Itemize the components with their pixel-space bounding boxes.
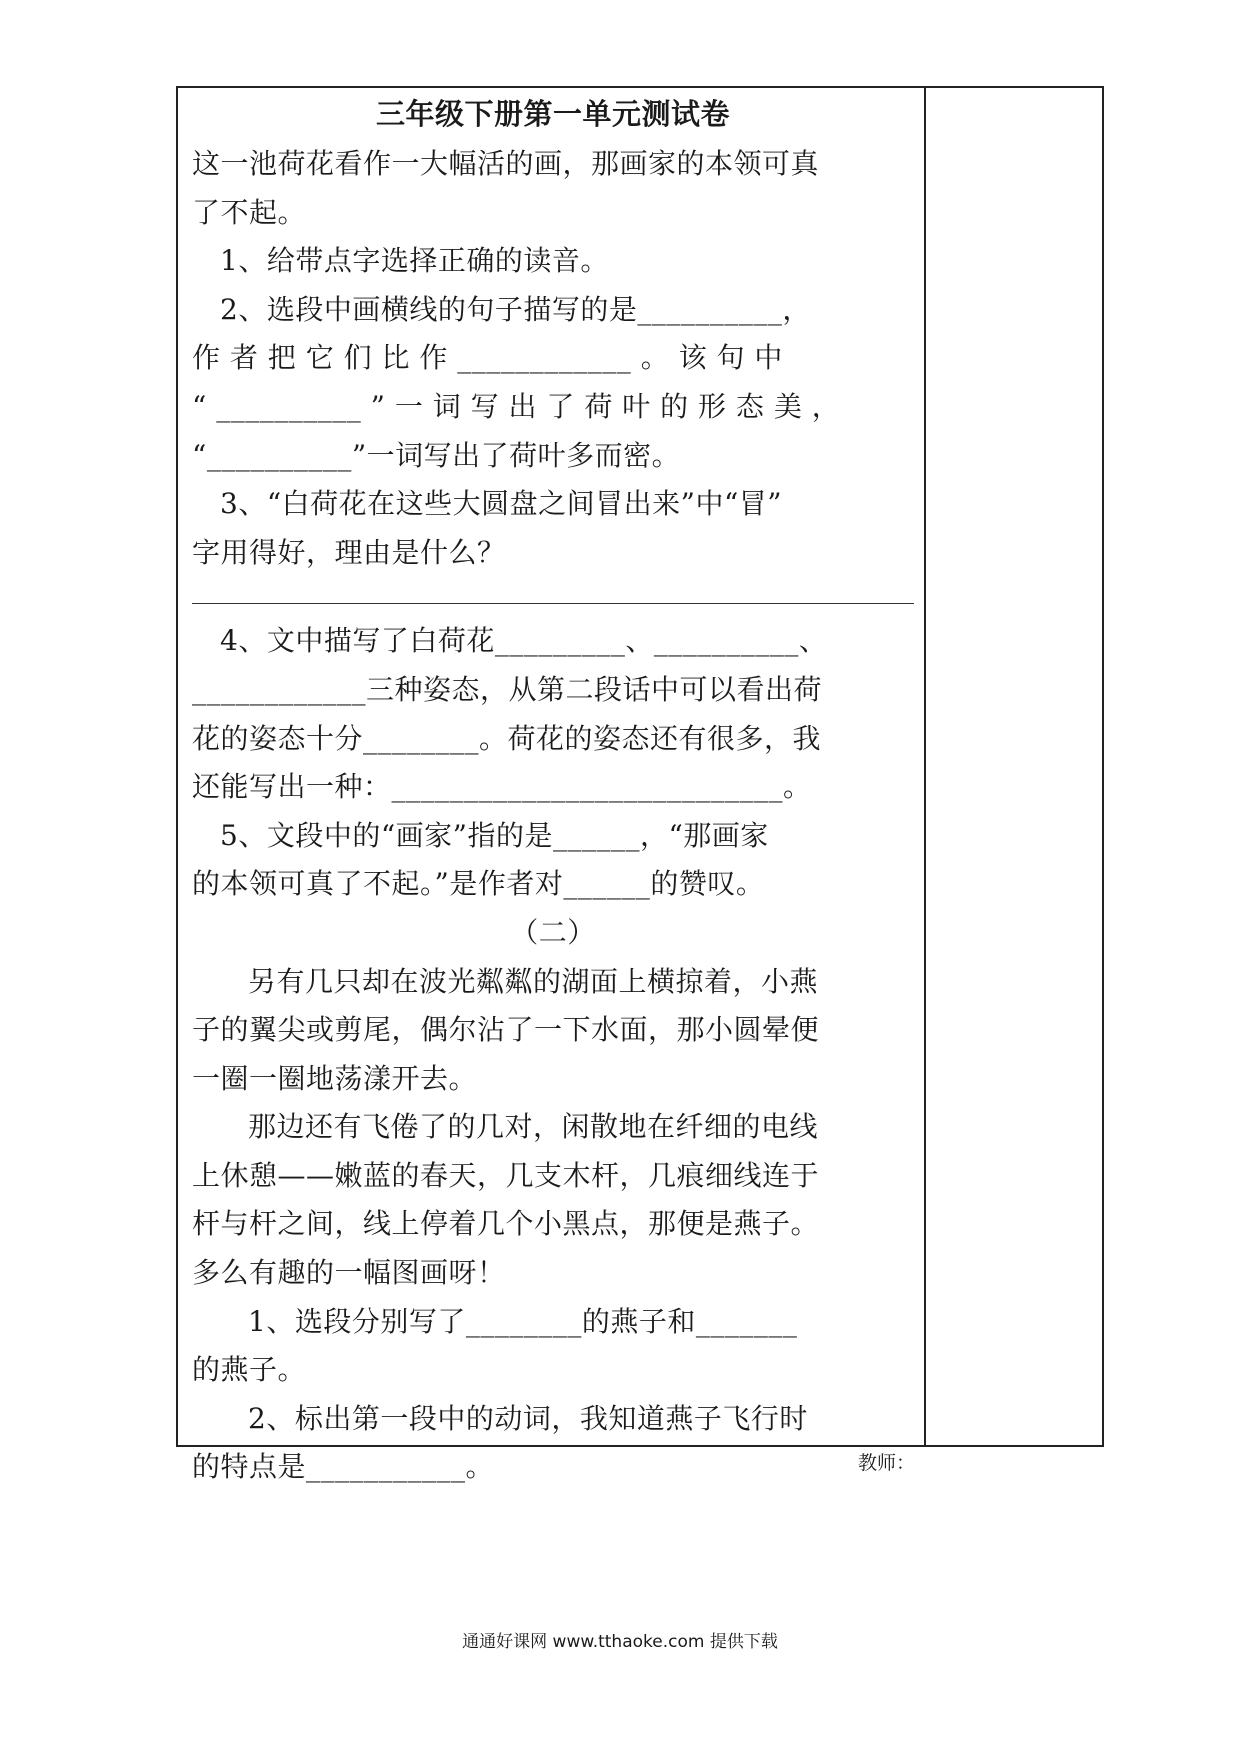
- text-line: 子的翼尖或剪尾，偶尔沾了一下水面，那小圆晕便: [192, 1013, 820, 1047]
- text-line: 字用得好，理由是什么？: [192, 535, 506, 569]
- page-title: 三年级下册第一单元测试卷: [375, 97, 730, 131]
- question-4: 4、文中描写了白荷花_________、__________、: [220, 624, 828, 658]
- passage-paragraph: 另有几只却在波光粼粼的湖面上横掠着，小燕: [248, 964, 819, 998]
- text-line: 这一池荷花看作一大幅活的画，那画家的本领可真: [192, 147, 820, 180]
- text-line: ____________三种姿态，从第二段话中可以看出荷: [192, 672, 823, 706]
- text-line: 了不起。: [192, 195, 307, 229]
- teacher-label: 教师：: [858, 1452, 916, 1474]
- question-5: 5、文段中的“画家”指的是______，“那画家: [220, 818, 769, 852]
- text-line: 还能写出一种：___________________________。: [192, 770, 812, 804]
- passage-paragraph: 那边还有飞倦了的几对，闲散地在纤细的电线: [248, 1110, 819, 1144]
- question-1b: 1、选段分别写了________的燕子和_______: [248, 1304, 798, 1338]
- column-divider: [924, 88, 926, 1445]
- text-line: 的特点是___________。: [192, 1450, 495, 1484]
- text-line: 一圈一圈地荡漾开去。: [192, 1061, 478, 1095]
- text-line: 多么有趣的一幅图画呀！: [192, 1256, 506, 1290]
- text-line: 花的姿态十分________。荷花的姿态还有很多，我: [192, 721, 822, 755]
- section-heading: （二）: [510, 915, 596, 949]
- question-column: [192, 88, 914, 1492]
- text-line: “__________”一词写出了荷叶多而密。: [192, 438, 681, 472]
- question-3: 3、“白荷花在这些大圆盘之间冒出来”中“冒”: [220, 487, 783, 521]
- text-line: 上休憩——嫩蓝的春天，几支木杆，几痕细线连于: [192, 1158, 820, 1192]
- text-line: “ __________ ” 一 词 写 出 了 荷 叶 的 形 态 美 ，: [192, 389, 841, 423]
- text-line: 的本领可真了不起。”是作者对______的赞叹。: [192, 867, 765, 901]
- question-2b: 2、标出第一段中的动词，我知道燕子飞行时: [248, 1401, 808, 1435]
- text-line: 作 者 把 它 们 比 作 ____________ 。 该 句 中: [192, 341, 783, 375]
- text-line: 杆与杆之间，线上停着几个小黑点，那便是燕子。: [192, 1207, 820, 1241]
- question-2: 2、选段中画横线的句子描写的是__________，: [220, 292, 811, 326]
- text-line: 的燕子。: [192, 1353, 307, 1387]
- footer-credit: 通通好课网 www.tthaoke.com 提供下载: [462, 1632, 778, 1652]
- answer-line: [192, 577, 914, 617]
- question-1: 1、给带点字选择正确的读音。: [220, 244, 609, 278]
